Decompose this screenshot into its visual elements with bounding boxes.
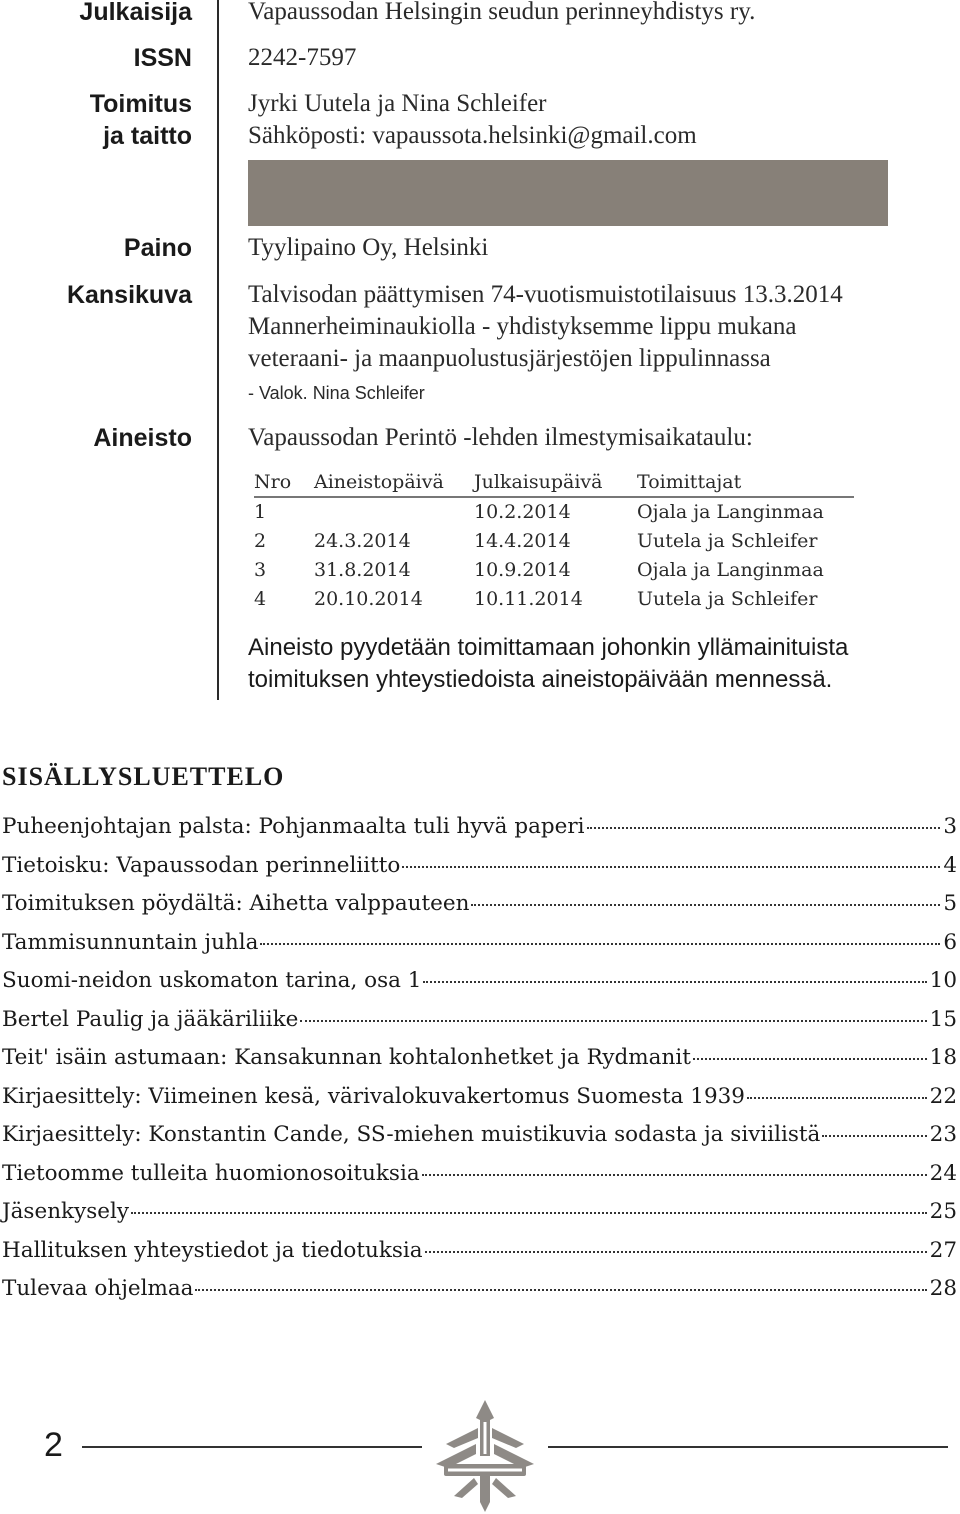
email-value: Sähköposti: vapaussota.helsinki@gmail.com [248, 122, 697, 149]
schedule-cell: Ojala ja Langinmaa [637, 501, 824, 523]
toc-item-title: Bertel Paulig ja jääkäriliike [2, 1006, 299, 1032]
toc-item-title: Teit' isäin astumaan: Kansakunnan kohtalonhetket ja Rydmanit [2, 1045, 691, 1070]
toc-leader [423, 981, 926, 983]
toc-item-page: 23 [929, 1122, 957, 1147]
material-note: Aineisto pyydetään toimittamaan johonkin yllämainituista toimituksen yhteystiedoista aineistopäivään mennessä. [248, 634, 849, 693]
redacted-bar [248, 160, 888, 226]
toc-item-page: 28 [929, 1276, 957, 1301]
schedule-row [254, 527, 854, 556]
schedule-cell: 4 [254, 588, 267, 610]
toc-item-title: Toimituksen pöydältä: Aihetta valppauteen [2, 891, 470, 916]
schedule-cell: 20.10.2014 [314, 588, 423, 610]
toc-item [2, 968, 957, 1007]
toc-item-title: Tietoomme tulleita huomionosoituksia [2, 1160, 420, 1186]
sword-cross-emblem-icon [430, 1398, 540, 1514]
editors-value: Jyrki Uutela ja Nina Schleifer [248, 90, 547, 117]
cover-line-3: veteraani- ja maanpuolustusjärjestöjen lippulinnassa [248, 345, 771, 372]
toc-item-title: Tammisunnuntain juhla [2, 929, 259, 955]
toc-item-page: 3 [943, 814, 957, 839]
toc-item-page: 10 [929, 968, 957, 993]
toc-item-page: 4 [943, 852, 957, 878]
toc-item-title: Tulevaa ohjelmaa [2, 1276, 194, 1301]
issn-label: ISSN [133, 44, 192, 72]
toc-leader [422, 1174, 927, 1176]
schedule-header-cell: Aineistopäivä [314, 471, 444, 493]
cover-label: Kansikuva [66, 281, 192, 309]
toc-leader [260, 943, 940, 945]
print-value: Tyylipaino Oy, Helsinki [248, 234, 489, 261]
toc-item-title: Jäsenkysely [2, 1199, 129, 1224]
toc-item [2, 1238, 957, 1277]
footer-rule-right [548, 1446, 948, 1448]
issn-value: 2242-7597 [248, 44, 357, 71]
toc-item [2, 1122, 957, 1161]
toc-leader [425, 1251, 927, 1253]
toc-item-title: Kirjaesittely: Konstantin Cande, SS-miehen muistikuvia sodasta ja siviilistä [2, 1122, 821, 1147]
toc-item-page: 27 [929, 1237, 957, 1263]
toc-item [2, 1199, 957, 1238]
publisher-value: Vapaussodan Helsingin seudun perinneyhdistys ry. [248, 0, 756, 25]
schedule-cell: 1 [254, 501, 267, 523]
toc-leader [402, 866, 940, 868]
toc-item-page: 15 [929, 1006, 957, 1032]
schedule-cell: 10.9.2014 [474, 559, 571, 581]
schedule-row [254, 585, 854, 614]
schedule-row [254, 498, 854, 527]
toc-item-title: Kirjaesittely: Viimeinen kesä, värivalokuvakertomus Suomesta 1939 [2, 1083, 745, 1109]
toc-item-page: 18 [929, 1045, 957, 1070]
schedule-header-cell: Julkaisupäivä [474, 471, 603, 493]
toc-leader [587, 827, 941, 829]
schedule-table [254, 468, 854, 614]
schedule-cell: 14.4.2014 [474, 530, 571, 552]
toc-item [2, 1276, 957, 1315]
toc-item [2, 891, 957, 930]
table-of-contents [2, 814, 957, 1315]
schedule-cell: 3 [254, 559, 267, 581]
schedule-header-cell: Toimittajat [637, 471, 742, 493]
toc-leader [822, 1135, 926, 1137]
toc-item [2, 1045, 957, 1084]
schedule-cell: 31.8.2014 [314, 559, 411, 581]
toc-leader [300, 1020, 926, 1022]
toc-item [2, 1007, 957, 1046]
toc-item-page: 6 [943, 929, 957, 955]
schedule-header-row [254, 468, 854, 498]
toc-item-page: 25 [929, 1199, 957, 1224]
schedule-cell: 24.3.2014 [314, 530, 411, 552]
cover-line-1: Talvisodan päättymisen 74-vuotismuistotilaisuus 13.3.2014 [248, 281, 843, 308]
cover-credit: - Valok. Nina Schleifer [248, 383, 425, 403]
toc-leader [471, 904, 940, 906]
material-heading: Vapaussodan Perintö -lehden ilmestymisaikataulu: [248, 424, 753, 451]
toc-item [2, 930, 957, 969]
toc-leader [195, 1289, 926, 1291]
toc-leader [131, 1212, 927, 1214]
toc-item-page: 5 [943, 891, 957, 916]
cover-line-2: Mannerheiminaukiolla - yhdistyksemme lippu mukana [248, 313, 797, 340]
toc-item [2, 814, 957, 853]
toc-item-page: 22 [929, 1083, 957, 1109]
schedule-cell: 10.11.2014 [474, 588, 583, 610]
toc-item [2, 1084, 957, 1123]
toc-item-title: Puheenjohtajan palsta: Pohjanmaalta tuli hyvä paperi [2, 814, 585, 839]
toc-item-title: Suomi-neidon uskomaton tarina, osa 1 [2, 968, 422, 993]
toc-item [2, 853, 957, 892]
publisher-label: Julkaisija [79, 0, 192, 26]
vertical-divider [217, 0, 219, 700]
editors-label-line2: ja taitto [103, 122, 192, 150]
schedule-header-cell: Nro [254, 471, 292, 493]
schedule-cell: Uutela ja Schleifer [637, 588, 818, 610]
schedule-cell: 2 [254, 530, 267, 552]
schedule-cell: 10.2.2014 [474, 501, 571, 523]
toc-item-title: Tietoisku: Vapaussodan perinneliitto [2, 852, 401, 878]
toc-item-page: 24 [929, 1160, 957, 1186]
page-number: 2 [44, 1426, 63, 1464]
toc-leader [693, 1058, 927, 1060]
toc-leader [747, 1097, 927, 1099]
editors-label-line1: Toimitus [89, 90, 192, 118]
toc-title: SISÄLLYSLUETTELO [2, 762, 285, 791]
footer-rule-left [82, 1446, 422, 1448]
print-label: Paino [123, 234, 192, 262]
toc-item-title: Hallituksen yhteystiedot ja tiedotuksia [2, 1237, 423, 1263]
schedule-cell: Ojala ja Langinmaa [637, 559, 824, 581]
material-label: Aineisto [93, 424, 192, 452]
schedule-row [254, 556, 854, 585]
toc-item [2, 1161, 957, 1200]
schedule-cell: Uutela ja Schleifer [637, 530, 818, 552]
